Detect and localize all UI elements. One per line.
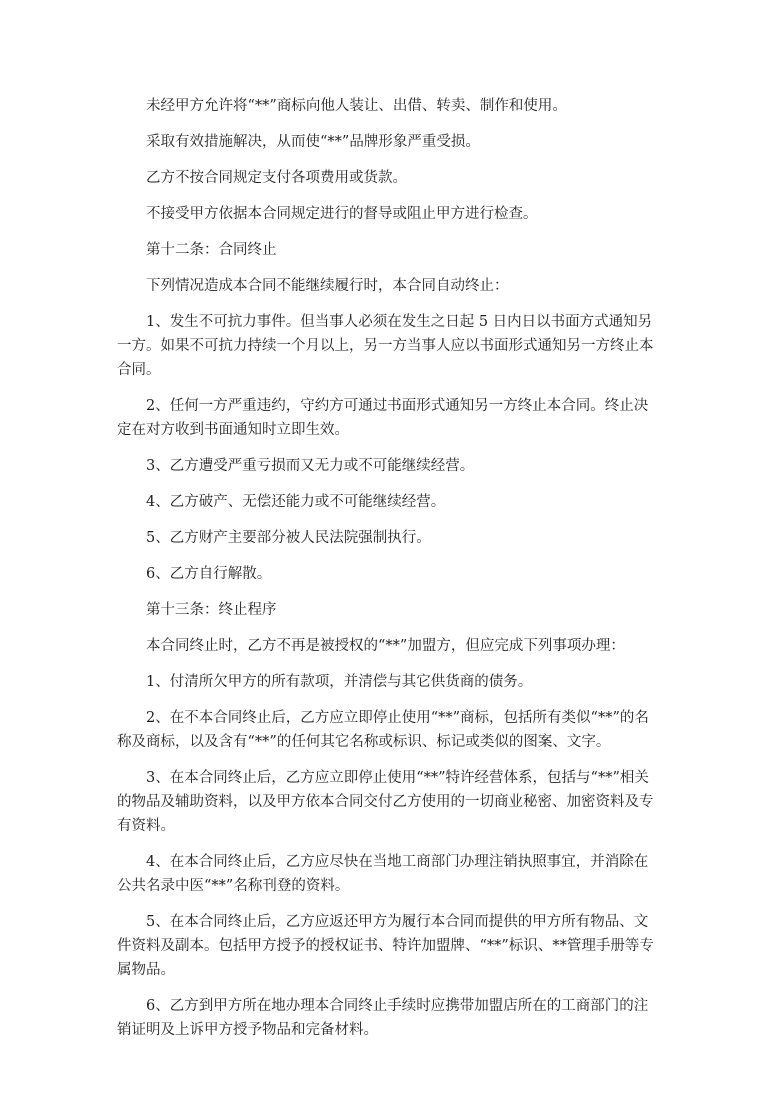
list-item: 4、乙方破产、无偿还能力或不可能继续经营。 bbox=[146, 494, 446, 510]
paragraph: 不接受甲方依据本合同规定进行的督导或阻止甲方进行检查。 bbox=[146, 206, 538, 222]
paragraph: 采取有效措施解决，从而使“**”品牌形象严重受损。 bbox=[146, 134, 480, 150]
paragraph: 乙方不按合同规定支付各项费用或货款。 bbox=[146, 170, 407, 186]
paragraph: 本合同终止时，乙方不再是被授权的“**”加盟方，但应完成下列事项办理： bbox=[146, 638, 625, 654]
list-item: 5、乙方财产主要部分被人民法院强制执行。 bbox=[146, 530, 431, 546]
list-item: 4、在本合同终止后，乙方应尽快在当地工商部门办理注销执照事宜，并消除在公共名录中医“**”名称刊登的资料。 bbox=[117, 854, 649, 894]
list-item: 6、乙方自行解散。 bbox=[146, 566, 272, 582]
list-item: 6、乙方到甲方所在地办理本合同终止手续时应携带加盟店所在的工商部门的注销证明及上诉甲方授予物品和完备材料。 bbox=[117, 998, 649, 1038]
section-heading: 第十二条：合同终止 bbox=[146, 242, 277, 258]
section-heading: 第十三条：终止程序 bbox=[146, 602, 277, 618]
list-item: 5、在本合同终止后，乙方应返还甲方为履行本合同而提供的甲方所有物品、文件资料及副本。包括甲方授予的授权证书、特许加盟牌、“**”标识、**管理手册等专属物品。 bbox=[117, 914, 654, 978]
list-item: 2、任何一方严重违约，守约方可通过书面形式通知另一方终止本合同。终止决定在对方收到书面通知时立即生效。 bbox=[117, 398, 649, 438]
list-item: 3、乙方遭受严重亏损而又无力或不可能继续经营。 bbox=[146, 458, 475, 474]
document-body bbox=[117, 94, 661, 1042]
list-item: 1、付清所欠甲方的所有款项，并清偿与其它供货商的债务。 bbox=[146, 674, 533, 690]
paragraph: 未经甲方允许将“**”商标向他人装让、出借、转卖、制作和使用。 bbox=[146, 98, 567, 114]
paragraph: 下列情况造成本合同不能继续履行时，本合同自动终止： bbox=[146, 278, 509, 294]
list-item: 1、发生不可抗力事件。但当事人必须在发生之日起 5 日内日以书面方式通知另一方。如果不可抗力持续一个月以上，另一方当事人应以书面形式通知另一方终止本合同。 bbox=[117, 314, 654, 378]
list-item: 2、在不本合同终止后，乙方应立即停止使用“**”商标，包括所有类似“**”的名称及商标，以及含有“**”的任何其它名称或标识、标记或类似的图案、文字。 bbox=[117, 710, 649, 750]
list-item: 3、在本合同终止后，乙方应立即停止使用“**”特许经营体系，包括与“**”相关的物品及辅助资料，以及甲方依本合同交付乙方使用的一切商业秘密、加密资料及专有资料。 bbox=[117, 770, 654, 834]
